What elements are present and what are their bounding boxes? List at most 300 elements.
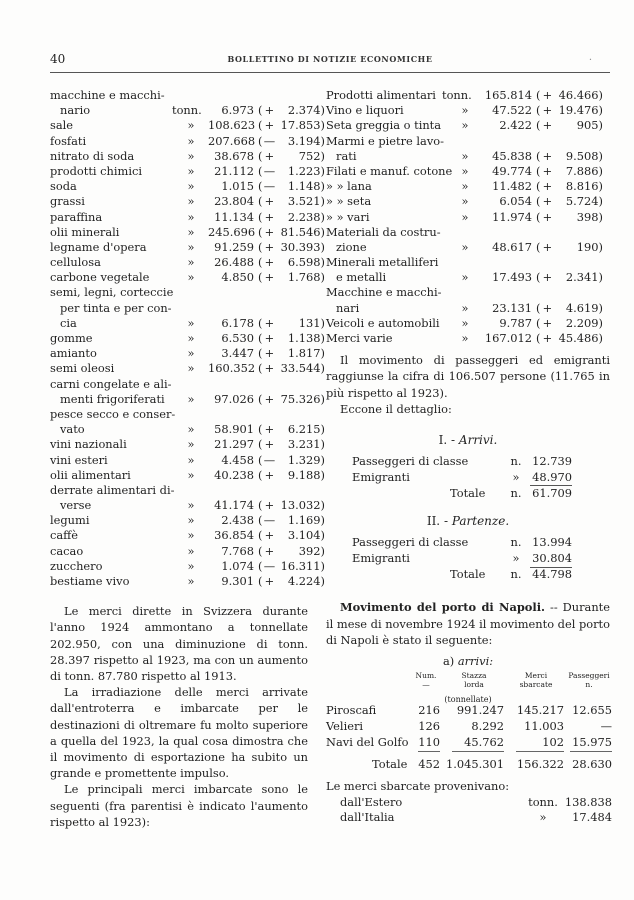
- item-label: Merci varie: [326, 331, 393, 345]
- change: ( + 9.188): [258, 467, 325, 482]
- change-sign: +: [542, 179, 553, 194]
- quantity: 58.901: [214, 422, 254, 437]
- gross-tonnage: 991.247: [456, 703, 504, 718]
- quantity: 38.678: [214, 148, 254, 163]
- item-label: per tinta e per con-: [60, 300, 172, 315]
- item-label: » » vari: [326, 209, 370, 224]
- table-row: [326, 179, 610, 194]
- item-label: olii minerali: [50, 224, 120, 239]
- item-label: legumi: [50, 513, 90, 528]
- ports-total-row: Totale 452 1.045.301 156.322 28.630: [372, 757, 612, 772]
- passengers: 12.655: [572, 703, 612, 718]
- change-sign: +: [542, 148, 553, 163]
- pass-row: Emigranti » 48.970: [326, 470, 610, 486]
- change: ( + 5.724): [536, 194, 603, 209]
- table-row: [50, 301, 308, 316]
- item-label: olii alimentari: [50, 467, 131, 482]
- change: ( + 46.466): [536, 88, 603, 102]
- item-label: derrate alimentari di-: [50, 482, 175, 497]
- change: ( + 45.486): [536, 331, 603, 345]
- change-value: 9.188: [287, 467, 321, 482]
- quantity: 7.768: [221, 543, 254, 558]
- vessel-count: 126: [418, 719, 440, 734]
- change: ( + 6.215): [258, 422, 325, 437]
- change-sign: +: [264, 331, 275, 345]
- change-sign: —: [263, 513, 276, 528]
- change: ( + 3.231): [258, 437, 325, 452]
- change-value: 1.169: [287, 513, 321, 528]
- change: ( + 6.598): [258, 255, 325, 270]
- table-row: [50, 163, 325, 179]
- table-row: [50, 179, 325, 194]
- quantity: 26.488: [214, 255, 254, 270]
- unit: »: [187, 133, 195, 148]
- unit: »: [187, 270, 195, 285]
- unit: »: [187, 528, 195, 543]
- change-value: 1.148: [287, 179, 321, 194]
- change: ( + 8.816): [536, 179, 603, 194]
- table-row: [50, 255, 325, 270]
- item-label: nitrato di soda: [50, 148, 135, 163]
- item-label: amianto: [50, 346, 97, 361]
- change-sign: +: [542, 270, 553, 285]
- unit: »: [461, 118, 469, 133]
- quantity: 23.131: [492, 300, 532, 315]
- change: ( + 1.768): [258, 270, 325, 285]
- item-label: sale: [50, 118, 74, 133]
- change-sign: +: [542, 103, 553, 118]
- change: ( + 4.224): [258, 574, 325, 588]
- quantity: 45.838: [492, 148, 532, 163]
- change-sign: +: [264, 391, 275, 406]
- unit: »: [461, 331, 469, 345]
- unit: »: [461, 194, 469, 209]
- change: ( + 81.546): [258, 224, 325, 239]
- table-row: [50, 558, 325, 574]
- pass-total-row: Totale n. 61.709: [450, 486, 572, 501]
- item-label: verse: [60, 498, 92, 513]
- table-row: [50, 513, 325, 528]
- unit: »: [187, 331, 195, 345]
- change: (— 16.311): [258, 558, 325, 573]
- table-row: [326, 194, 610, 209]
- unit: »: [187, 391, 195, 406]
- unit: »: [187, 346, 195, 361]
- departures-title: II. - Partenze.: [426, 514, 510, 529]
- exports-table: [326, 88, 610, 346]
- change: ( + 13.032): [258, 498, 325, 513]
- passengers: —: [600, 719, 612, 734]
- change-sign: +: [264, 194, 275, 209]
- table-row: [326, 134, 610, 149]
- pass-row: Emigranti » 30.804: [326, 551, 610, 567]
- item-label: menti frigoriferati: [60, 391, 165, 406]
- quantity: 4.458: [221, 452, 254, 467]
- paragraph: Le merci dirette in Svizzera durante l'anno 1924 ammontano a tonnellate 202.950, con una diminuzione di tonn. 28.397 rispetto al 1923, ma con un aumento di tonn. 87.780 rispetto al 1913.: [50, 604, 308, 683]
- change-value: 6.215: [287, 422, 321, 437]
- table-row: [50, 331, 325, 346]
- unit: »: [461, 103, 469, 118]
- quantity: 36.854: [214, 528, 254, 543]
- change-value: 3.104: [287, 528, 321, 543]
- item-label: Minerali metalliferi: [326, 255, 439, 270]
- change: ( + 2.209): [536, 315, 603, 330]
- item-label: Seta greggia o tinta: [326, 118, 442, 133]
- change: ( + 30.393): [258, 239, 325, 254]
- change-sign: —: [263, 558, 276, 573]
- change-value: 13.032: [280, 498, 321, 513]
- unit: »: [461, 179, 469, 194]
- change-value: 30.393: [280, 239, 321, 254]
- ports-row: [326, 735, 610, 751]
- item-label: caffè: [50, 528, 79, 543]
- paragraph: La irradiazione delle merci arrivate dall'entroterra e imbarcate per le destinazioni di oltremare fu molto superiore a quella del 1923, la qual cosa dimostra che il movimento di esportazione ha subito un grande e promettente impulso.: [50, 685, 308, 781]
- change: ( + 190): [536, 239, 603, 254]
- unit: »: [187, 315, 195, 330]
- item-label: e metalli: [336, 270, 387, 285]
- quantity: 49.774: [492, 163, 532, 178]
- goods-unloaded: 11.003: [524, 719, 564, 734]
- item-label: semi, legni, corteccie: [50, 285, 174, 300]
- table-row: [50, 194, 325, 209]
- change: ( + 2.374): [258, 103, 325, 118]
- change-value: 190: [576, 239, 599, 254]
- table-row: [50, 422, 325, 437]
- table-row: [50, 88, 308, 103]
- change: ( + 752): [258, 148, 325, 163]
- table-row: [326, 316, 610, 331]
- table-row: [326, 118, 610, 133]
- passengers: 15.975: [572, 735, 612, 750]
- unit: »: [187, 574, 195, 588]
- pass-row: Passeggeri di classe n. 13.994: [352, 535, 572, 550]
- quantity: 2.422: [499, 118, 532, 133]
- change-sign: +: [542, 239, 553, 254]
- header-rule: [50, 72, 610, 73]
- change-sign: +: [542, 209, 553, 224]
- unit: »: [187, 224, 195, 239]
- unit: »: [187, 498, 195, 513]
- change-value: 3.231: [287, 437, 321, 452]
- item-label: bestiame vivo: [50, 574, 130, 588]
- passengers-intro: Il movimento di passeggeri ed emigranti raggiunse la cifra di 106.507 persone (11.765 in più rispetto al 1923).: [326, 353, 610, 400]
- quantity: 2.438: [221, 513, 254, 528]
- goods-unloaded: 145.217: [516, 703, 564, 718]
- quantity: 48.617: [492, 239, 532, 254]
- change-sign: +: [264, 270, 275, 285]
- quantity: 167.012: [484, 331, 532, 345]
- item-label: macchine e macchi-: [50, 88, 165, 102]
- item-label: gomme: [50, 331, 93, 345]
- change: ( + 4.619): [536, 300, 603, 315]
- quantity: 6.530: [221, 331, 254, 345]
- change: (— 1.329): [258, 452, 325, 467]
- change: ( + 1.138): [258, 331, 325, 345]
- unit: »: [187, 543, 195, 558]
- table-row: [50, 483, 308, 498]
- item-label: Marmi e pietre lavo-: [326, 133, 444, 148]
- quantity: 245.696: [208, 224, 256, 239]
- change: ( + 3.521): [258, 194, 325, 209]
- change-sign: —: [263, 133, 276, 148]
- change-sign: +: [264, 422, 275, 437]
- change-sign: +: [542, 331, 553, 345]
- unit: »: [461, 239, 469, 254]
- change: (— 3.194): [258, 133, 325, 148]
- change-value: 19.476: [558, 103, 599, 118]
- paragraph: Le principali merci imbarcate sono le seguenti (fra parentisi è indicato l'aumento rispetto al 1923):: [50, 782, 308, 829]
- change: ( + 7.886): [536, 163, 603, 178]
- change: ( + 19.476): [536, 103, 603, 118]
- change-value: 1.768: [287, 270, 321, 285]
- change-sign: +: [264, 498, 275, 513]
- unit: »: [187, 255, 195, 270]
- quantity: 41.174: [214, 498, 254, 513]
- change-value: 1.329: [287, 452, 321, 467]
- change-value: 75.326: [280, 391, 321, 406]
- table-row: [50, 103, 325, 118]
- arrivi-subtitle: a) arrivi:: [442, 654, 494, 669]
- table-row: [50, 209, 325, 225]
- change-value: 752: [298, 148, 321, 163]
- change-value: 131: [298, 315, 321, 330]
- change-value: 4.619: [565, 300, 599, 315]
- passengers-detail: Eccone il dettaglio:: [340, 401, 452, 416]
- change-value: 4.224: [287, 574, 321, 588]
- change: ( + 131): [258, 315, 325, 330]
- table-row: [326, 210, 610, 225]
- item-label: paraffina: [50, 209, 103, 224]
- unit: »: [187, 194, 195, 209]
- table-row: [326, 255, 610, 270]
- item-label: vini esteri: [50, 452, 108, 467]
- change-sign: +: [264, 103, 275, 118]
- item-label: nari: [336, 300, 360, 315]
- change-sign: +: [542, 118, 553, 133]
- arrivals-title: I. - Arrivi.: [438, 433, 498, 447]
- table-row: [50, 574, 325, 589]
- unit: »: [461, 315, 469, 330]
- quantity: 11.134: [214, 209, 254, 224]
- quantity: 6.178: [221, 315, 254, 330]
- table-row: [50, 437, 325, 452]
- change-value: 905: [576, 118, 599, 133]
- item-label: rati: [336, 148, 357, 163]
- change-sign: +: [264, 224, 275, 239]
- item-label: carni congelate e ali-: [50, 376, 172, 391]
- table-row: [326, 103, 610, 118]
- change-value: 2.209: [565, 315, 599, 330]
- change-value: 33.544: [280, 361, 321, 376]
- change-sign: +: [542, 315, 553, 330]
- table-row: [326, 164, 610, 179]
- pass-total-row: Totale n. 44.798: [450, 567, 572, 582]
- unit: »: [461, 148, 469, 163]
- item-label: cacao: [50, 543, 84, 558]
- quantity: 40.238: [214, 467, 254, 482]
- change-value: 81.546: [280, 224, 321, 239]
- item-label: Prodotti alimentari: [326, 88, 436, 102]
- item-label: vini nazionali: [50, 437, 127, 452]
- table-row: [326, 88, 610, 103]
- vessel-type: Piroscafi: [326, 703, 377, 718]
- table-row: [326, 149, 610, 164]
- change: ( + 392): [258, 543, 325, 558]
- quantity: 97.026: [214, 391, 254, 406]
- unit: »: [187, 558, 195, 573]
- sbarcate-intro: Le merci sbarcate provenivano:: [326, 779, 510, 794]
- change-value: 1.223: [287, 163, 321, 178]
- quantity: 9.301: [221, 574, 254, 588]
- ports-row: [326, 719, 610, 735]
- quantity: 9.787: [499, 315, 532, 330]
- change-sign: +: [264, 361, 275, 376]
- unit: »: [461, 300, 469, 315]
- change-value: 398: [576, 209, 599, 224]
- unit: »: [187, 452, 195, 467]
- item-label: » » lana: [326, 179, 372, 194]
- item-label: Materiali da costru-: [326, 224, 441, 239]
- change: ( + 2.341): [536, 270, 603, 285]
- vessel-type: Velieri: [326, 719, 364, 734]
- unit: »: [187, 361, 195, 376]
- item-label: carbone vegetale: [50, 270, 150, 285]
- change-value: 392: [298, 543, 321, 558]
- change: ( + 75.326): [258, 391, 325, 406]
- change-sign: +: [264, 118, 275, 133]
- change-sign: +: [264, 467, 275, 482]
- change: ( + 905): [536, 118, 603, 133]
- item-label: prodotti chimici: [50, 163, 142, 178]
- table-row: [50, 377, 308, 392]
- quantity: 21.112: [214, 163, 254, 178]
- table-row: [50, 270, 325, 285]
- imports-table: [50, 88, 325, 589]
- change-value: 9.508: [565, 148, 599, 163]
- quantity: 11.482: [492, 179, 532, 194]
- quantity: 47.522: [492, 103, 532, 118]
- unit: »: [461, 270, 469, 285]
- change-sign: —: [263, 452, 276, 467]
- table-row: [326, 240, 610, 255]
- table-row: [50, 452, 325, 468]
- change: ( + 1.817): [258, 346, 325, 361]
- change: ( + 33.544): [258, 361, 325, 376]
- running-title: BOLLETTINO DI NOTIZIE ECONOMICHE: [227, 54, 433, 64]
- change-sign: +: [542, 300, 553, 315]
- change: (— 1.169): [258, 513, 325, 528]
- page-header: [50, 52, 610, 68]
- change: ( + 17.853): [258, 118, 325, 133]
- unit: »: [187, 148, 195, 163]
- item-label: Veicoli e automobili: [326, 315, 440, 330]
- item-label: cellulosa: [50, 255, 101, 270]
- quantity: 4.850: [221, 270, 254, 285]
- change-value: 3.194: [287, 133, 321, 148]
- table-row: [50, 498, 325, 513]
- quantity: 207.668: [208, 133, 256, 148]
- vessel-type: Navi del Golfo: [326, 735, 409, 750]
- unit: »: [461, 163, 469, 178]
- change-value: 16.311: [280, 558, 321, 573]
- unit: tonn.: [442, 88, 472, 102]
- change-sign: +: [264, 437, 275, 452]
- change-value: 5.724: [565, 194, 599, 209]
- ports-table-header: Num. — Stazza lorda Merci sbarcate Passeggeri n. (tonnellate): [415, 671, 610, 705]
- item-label: zione: [336, 239, 367, 254]
- change-sign: —: [263, 179, 276, 194]
- change-sign: —: [263, 163, 276, 178]
- quantity: 165.814: [484, 88, 532, 102]
- naples-paragraph: Movimento del porto di Napoli. -- Durante il mese di novembre 1924 il movimento del porto di Napoli è stato il seguente:: [326, 600, 610, 647]
- change-sign: +: [542, 194, 553, 209]
- item-label: Vino e liquori: [326, 103, 404, 118]
- quantity: 1.015: [221, 179, 254, 194]
- item-label: fosfati: [50, 133, 87, 148]
- quantity: 160.352: [208, 361, 256, 376]
- item-label: cia: [60, 315, 77, 330]
- unit: »: [187, 163, 195, 178]
- sbarcate-row: dall'Estero tonn. 138.838: [340, 794, 612, 809]
- change: ( + 2.238): [258, 209, 325, 224]
- change-sign: +: [264, 543, 275, 558]
- vessel-count: 110: [418, 735, 440, 750]
- change-value: 1.817: [287, 346, 321, 361]
- unit: »: [461, 209, 469, 224]
- unit: »: [187, 118, 195, 133]
- table-row: [50, 239, 325, 255]
- vessel-count: 216: [418, 703, 440, 718]
- change-value: 3.521: [287, 194, 321, 209]
- item-label: Macchine e macchi-: [326, 285, 442, 300]
- change-sign: +: [264, 148, 275, 163]
- unit: »: [187, 513, 195, 528]
- unit: »: [187, 422, 195, 437]
- right-column: [326, 88, 610, 826]
- change-sign: +: [264, 315, 275, 330]
- change-value: 45.486: [558, 331, 599, 345]
- item-label: Filati e manuf. cotone: [326, 163, 453, 178]
- naples-title: Movimento del porto di Napoli.: [340, 600, 546, 615]
- item-label: » » seta: [326, 194, 372, 209]
- unit: »: [187, 179, 195, 194]
- gross-tonnage: 8.292: [471, 719, 504, 734]
- gross-tonnage: 45.762: [464, 735, 504, 750]
- table-row: [326, 285, 610, 300]
- change-value: 2.374: [287, 103, 321, 118]
- table-row: [50, 118, 325, 133]
- change-value: 7.886: [565, 163, 599, 178]
- quantity: 3.447: [221, 346, 254, 361]
- change: ( + 9.508): [536, 148, 603, 163]
- table-row: [50, 148, 325, 164]
- quantity: 23.804: [214, 194, 254, 209]
- table-row: [50, 467, 325, 483]
- change-value: 2.341: [565, 270, 599, 285]
- item-label: semi oleosi: [50, 361, 115, 376]
- left-column: [50, 88, 325, 830]
- quantity: 6.973: [221, 103, 254, 118]
- change-sign: +: [264, 239, 275, 254]
- quantity: 6.054: [499, 194, 532, 209]
- table-row: [50, 224, 325, 240]
- change: (— 1.223): [258, 163, 325, 178]
- unit: »: [187, 239, 195, 254]
- change-value: 6.598: [287, 255, 321, 270]
- quantity: 21.297: [214, 437, 254, 452]
- table-row: [50, 133, 325, 149]
- quantity: 108.623: [208, 118, 256, 133]
